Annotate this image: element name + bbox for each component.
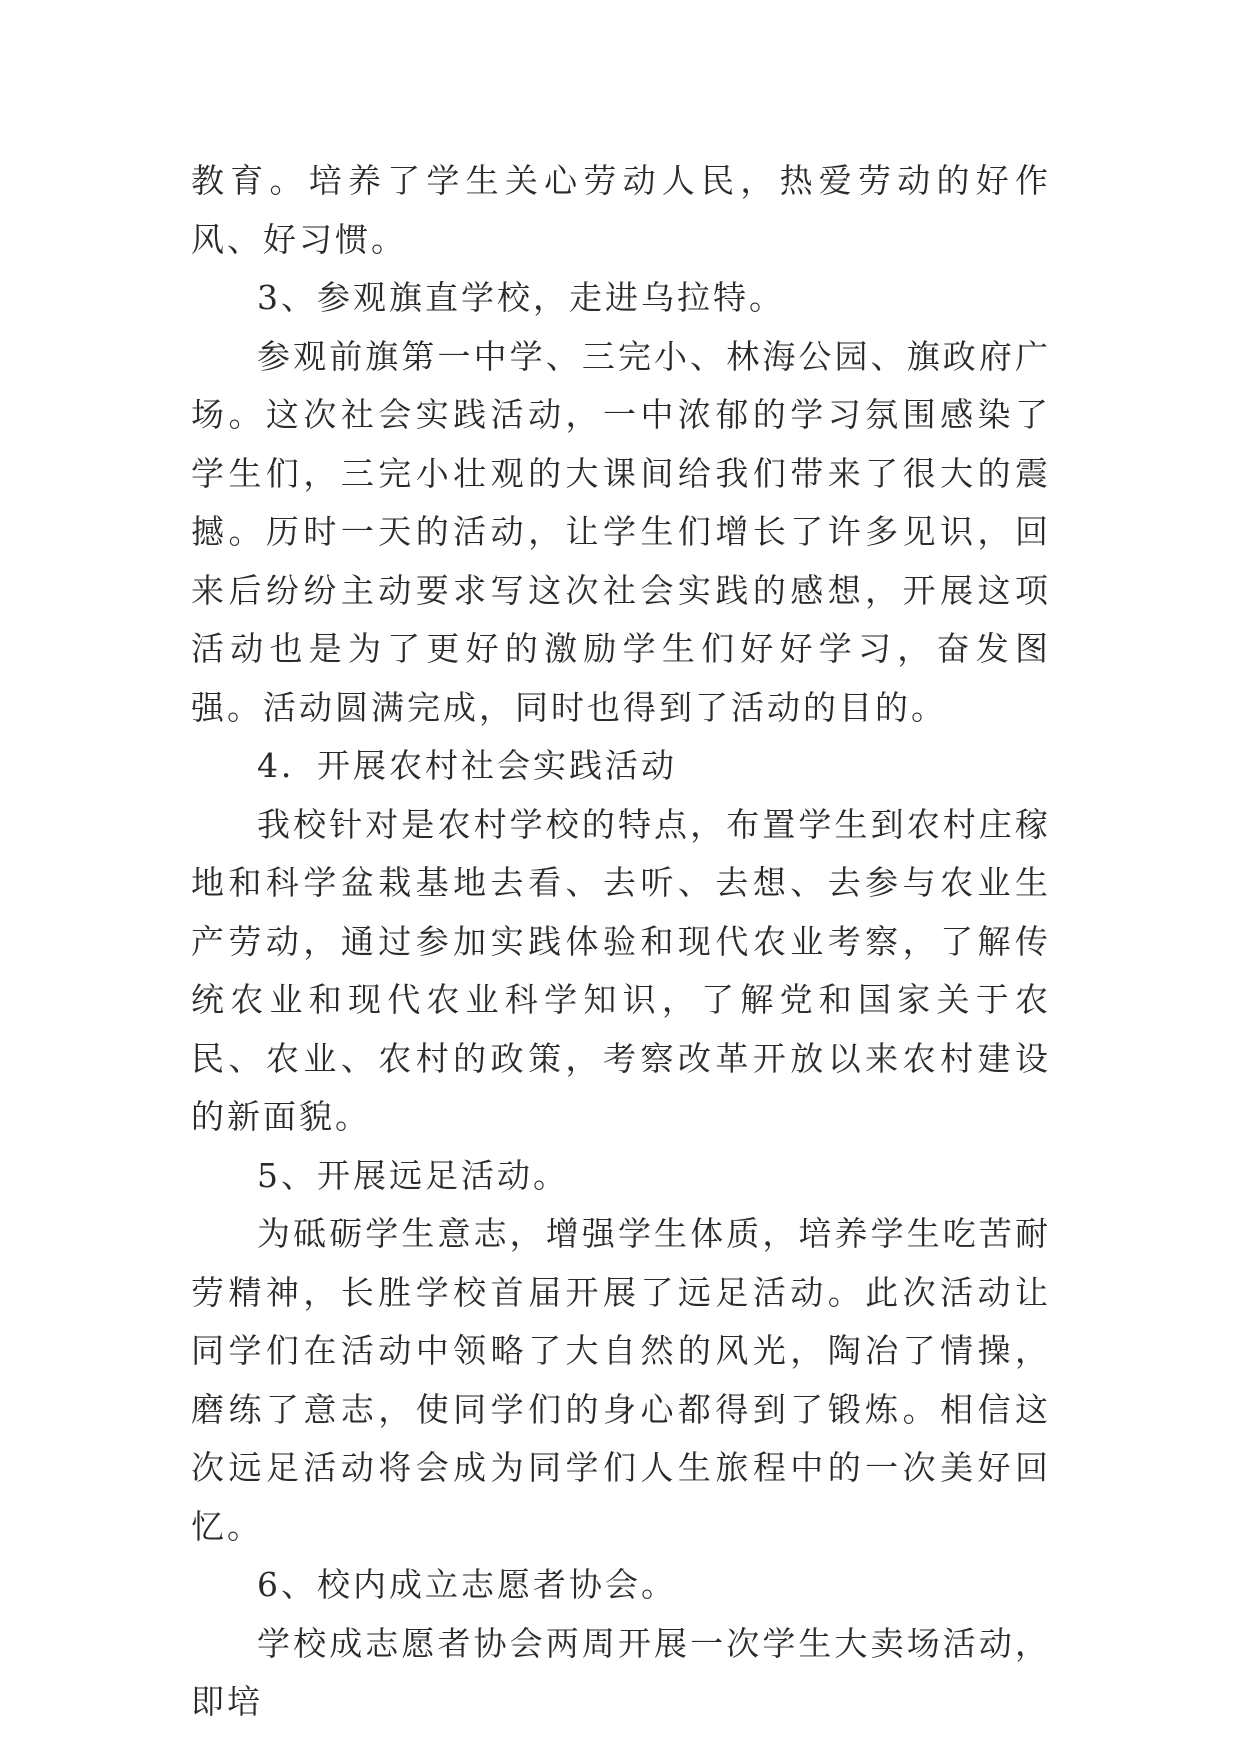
paragraph: 为砥砺学生意志，增强学生体质，培养学生吃苦耐劳精神，长胜学校首届开展了远足活动。此次活动让同学们在活动中领略了大自然的风光，陶冶了情操，磨练了意志，使同学们的身心都得到了锻炼。相信这次远足活动将会成为同学们人生旅程中的一次美好回忆。 — [191, 1214, 1051, 1546]
paragraph-continued: 教育。培养了学生关心劳动人民，热爱劳动的好作风、好习惯。 — [191, 161, 1051, 259]
section-heading-6: 6、校内成立志愿者协会。 — [257, 1565, 677, 1604]
section-heading-5: 5、开展远足活动。 — [257, 1155, 569, 1195]
section-heading-3: 3、参观旗直学校，走进乌拉特。 — [257, 278, 785, 317]
paragraph: 学校成志愿者协会两周开展一次学生大卖场活动，即培 — [191, 1623, 1051, 1721]
paragraph: 参观前旗第一中学、三完小、林海公园、旗政府广场。这次社会实践活动，一中浓郁的学习氛围感染了学生们，三完小壮观的大课间给我们带来了很大的震撼。历时一天的活动，让学生们增长了许多见识，回来后纷纷主动要求写这次社会实践的感想，开展这项活动也是为了更好的激励学生们好好学习，奋发图强。活动圆满完成，同时也得到了活动的目的。 — [191, 336, 1051, 727]
paragraph: 我校针对是农村学校的特点，布置学生到农村庄稼地和科学盆栽基地去看、去听、去想、去参与农业生产劳动，通过参加实践体验和现代农业考察，了解传统农业和现代农业科学知识，了解党和国家关于农民、农业、农村的政策，考察改革开放以来农村建设的新面貌。 — [191, 804, 1051, 1136]
document-body — [191, 152, 1051, 1732]
section-heading-4: 4．开展农村社会实践活动 — [257, 746, 677, 785]
